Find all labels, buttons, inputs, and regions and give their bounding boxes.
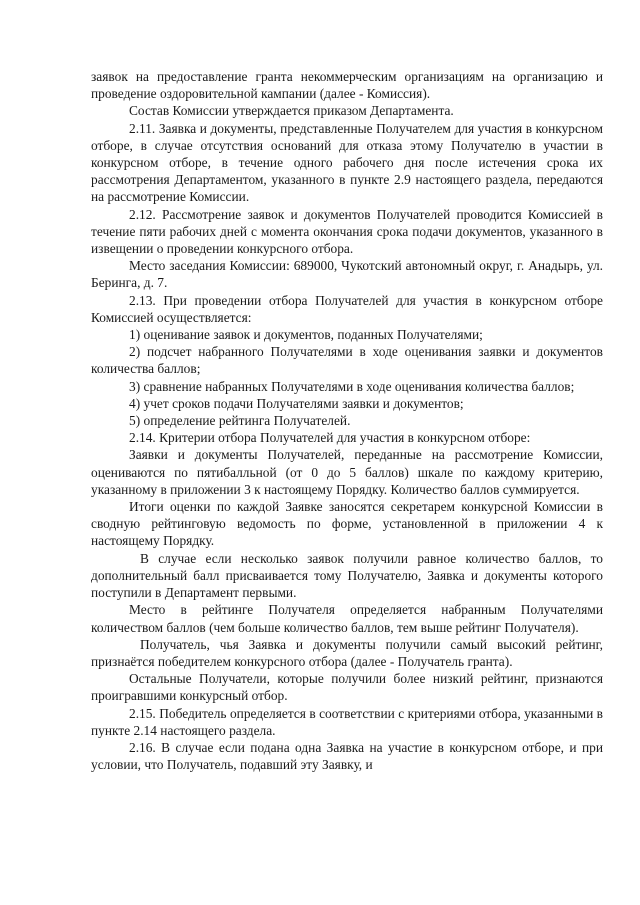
paragraph-scoring: Заявки и документы Получателей, переданные на рассмотрение Комиссии, оцениваются по пятибалльной (от 0 до 5 баллов) шкале по каждому критерию, указанному в приложении 3 к настоящему Порядку. Количество баллов суммируется. [91, 447, 603, 497]
paragraph-winner: Получатель, чья Заявка и документы получили самый высокий рейтинг, признаётся победителем конкурсного отбора (далее - Получатель гранта). [91, 636, 603, 669]
paragraph-tie-break: В случае если несколько заявок получили равное количество баллов, то дополнительный балл присваивается тому Получателю, Заявка и документы которого поступили в Департамент первыми. [91, 550, 603, 601]
document-page [91, 68, 603, 773]
list-item-2: 2) подсчет набранного Получателями в ходе оценивания заявки и документов количества баллов; [91, 344, 603, 377]
paragraph-2-13: 2.13. При проведении отбора Получателей для участия в конкурсном отборе Комиссией осуществляется: [91, 292, 603, 325]
paragraph-2-12: 2.12. Рассмотрение заявок и документов Получателей проводится Комиссией в течение пяти рабочих дней с момента окончания срока подачи документов, указанного в извещении о проведении конкурсного отбора. [91, 206, 603, 257]
paragraph-evaluation-results: Итоги оценки по каждой Заявке заносятся секретарем конкурсной Комиссии в сводную рейтинговую ведомость по форме, установленной в приложении 4 к настоящему Порядку. [91, 499, 603, 549]
paragraph-others: Остальные Получатели, которые получили более низкий рейтинг, признаются проигравшими конкурсный отбор. [91, 671, 603, 704]
list-item-3: 3) сравнение набранных Получателями в ходе оценивания количества баллов; [129, 378, 575, 394]
paragraph-2-11: 2.11. Заявка и документы, представленные Получателем для участия в конкурсном отборе, в случае отсутствия оснований для отказа этому Получателю в участии в конкурсном отборе, в течение одного рабочего дня после истечения срока их рассмотрения Департаментом, указанного в пункте 2.9 настоящего раздела, передаются на рассмотрение Комиссии. [91, 120, 603, 205]
paragraph-2-16: 2.16. В случае если подана одна Заявка на участие в конкурсном отборе, и при условии, что Получатель, подавший эту Заявку, и [91, 739, 603, 773]
paragraph-commission-intro: заявок на предоставление гранта некоммерческим организациям на организацию и проведение оздоровительной кампании (далее - Комиссия). [91, 69, 603, 102]
paragraph-2-15: 2.15. Победитель определяется в соответствии с критериями отбора, указанными в пункте 2.14 настоящего раздела. [91, 705, 603, 738]
list-item-1: 1) оценивание заявок и документов, поданных Получателями; [129, 327, 483, 343]
paragraph-rating-place: Место в рейтинге Получателя определяется набранным Получателями количеством баллов (чем больше количество баллов, тем выше рейтинг Получателя). [91, 602, 603, 635]
paragraph-commission-composition: Состав Комиссии утверждается приказом Департамента. [129, 103, 454, 119]
paragraph-2-14: 2.14. Критерии отбора Получателей для участия в конкурсном отборе: [129, 430, 531, 446]
list-item-4: 4) учет сроков подачи Получателями заявки и документов; [129, 395, 464, 411]
list-item-5: 5) определение рейтинга Получателей. [129, 413, 351, 429]
paragraph-meeting-place: Место заседания Комиссии: 689000, Чукотский автономный округ, г. Анадырь, ул. Беринга, д. 7. [91, 258, 603, 291]
